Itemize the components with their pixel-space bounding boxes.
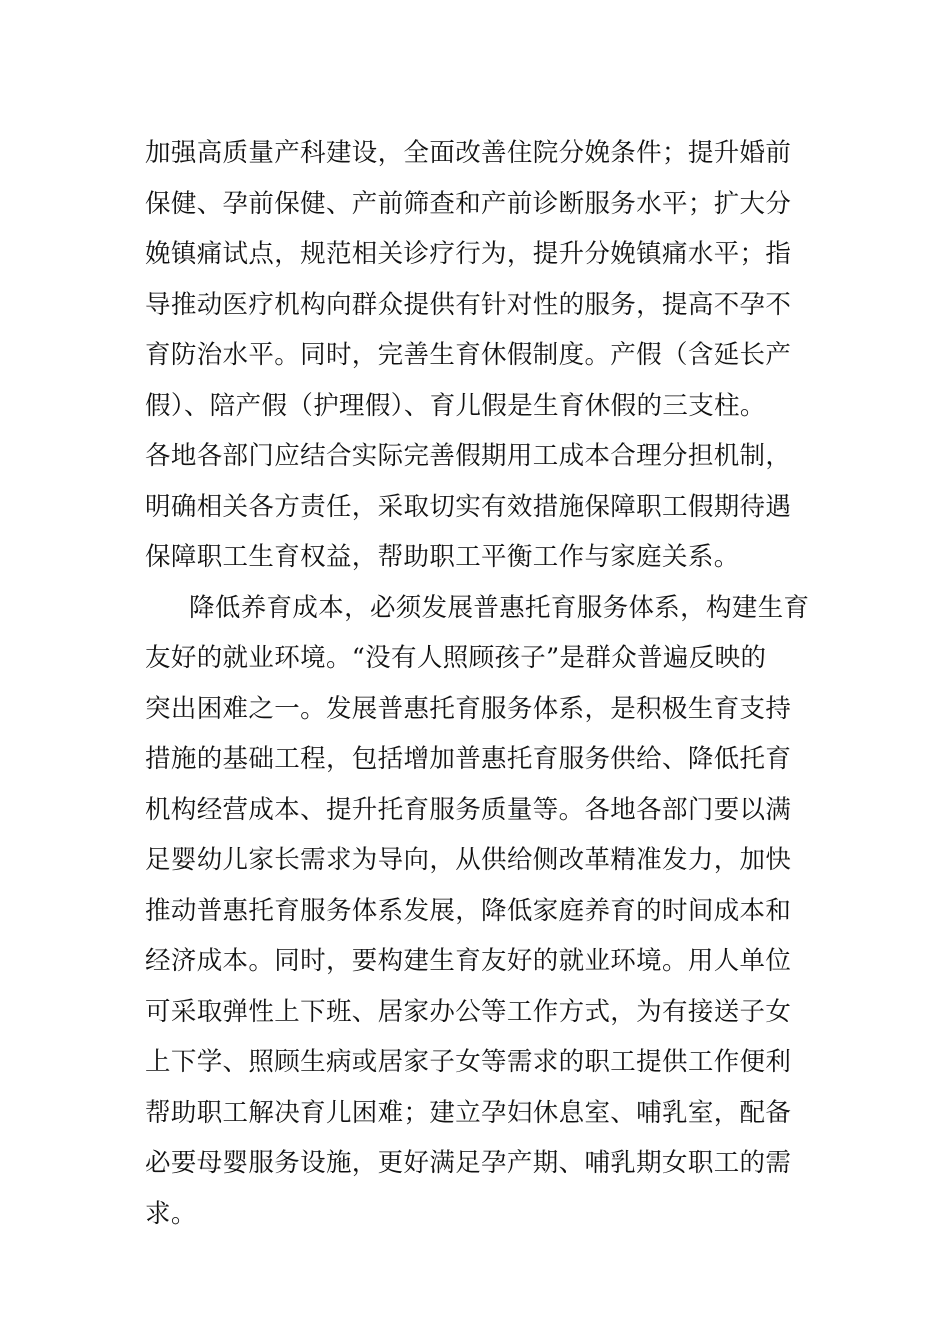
- text-line: 措施的基础工程，包括增加普惠托育服务供给、降低托育: [145, 744, 792, 774]
- text-line: 必要母婴服务设施，更好满足孕产期、哺乳期女职工的需: [145, 1148, 792, 1178]
- text-line: 突出困难之一。发展普惠托育服务体系，是积极生育支持: [145, 693, 792, 724]
- body-text: [145, 128, 815, 1239]
- text-line: 各地各部门应结合实际完善假期用工成本合理分担机制，: [145, 441, 792, 471]
- text-line: 友好的就业环境。“没有人照顾孩子”是群众普遍反映的: [145, 643, 767, 673]
- paragraph-2: [145, 583, 815, 1240]
- text-line: 帮助职工解决育儿困难；建立孕妇休息室、哺乳室，配备: [145, 1097, 792, 1128]
- text-line-indented: 降低养育成本，必须发展普惠托育服务体系，构建生育: [189, 592, 810, 623]
- text-line: 保健、孕前保健、产前筛查和产前诊断服务水平；扩大分: [145, 188, 792, 219]
- text-line: 假）、陪产假（护理假）、育儿假是生育休假的三支柱。: [145, 390, 766, 421]
- text-line: 机构经营成本、提升托育服务质量等。各地各部门要以满: [145, 794, 792, 825]
- text-line: 明确相关各方责任，采取切实有效措施保障职工假期待遇: [145, 491, 792, 522]
- text-line: 足婴幼儿家长需求为导向，从供给侧改革精准发力，加快: [145, 845, 792, 875]
- text-line: 经济成本。同时，要构建生育友好的就业环境。用人单位: [145, 946, 792, 976]
- paragraph-1: [145, 128, 815, 583]
- text-line: 导推动医疗机构向群众提供有针对性的服务，提高不孕不: [145, 289, 792, 320]
- text-line: 求。: [145, 1198, 197, 1229]
- text-line: 育防治水平。同时，完善生育休假制度。产假（含延长产: [145, 340, 792, 370]
- text-line: 可采取弹性上下班、居家办公等工作方式，为有接送子女: [145, 996, 792, 1027]
- text-line: 保障职工生育权益，帮助职工平衡工作与家庭关系。: [145, 542, 740, 572]
- text-line: 加强高质量产科建设，全面改善住院分娩条件；提升婚前: [145, 138, 792, 168]
- text-line: 上下学、照顾生病或居家子女等需求的职工提供工作便利: [145, 1047, 792, 1077]
- text-line: 娩镇痛试点，规范相关诊疗行为，提升分娩镇痛水平；指: [145, 239, 792, 269]
- text-line: 推动普惠托育服务体系发展，降低家庭养育的时间成本和: [145, 895, 792, 926]
